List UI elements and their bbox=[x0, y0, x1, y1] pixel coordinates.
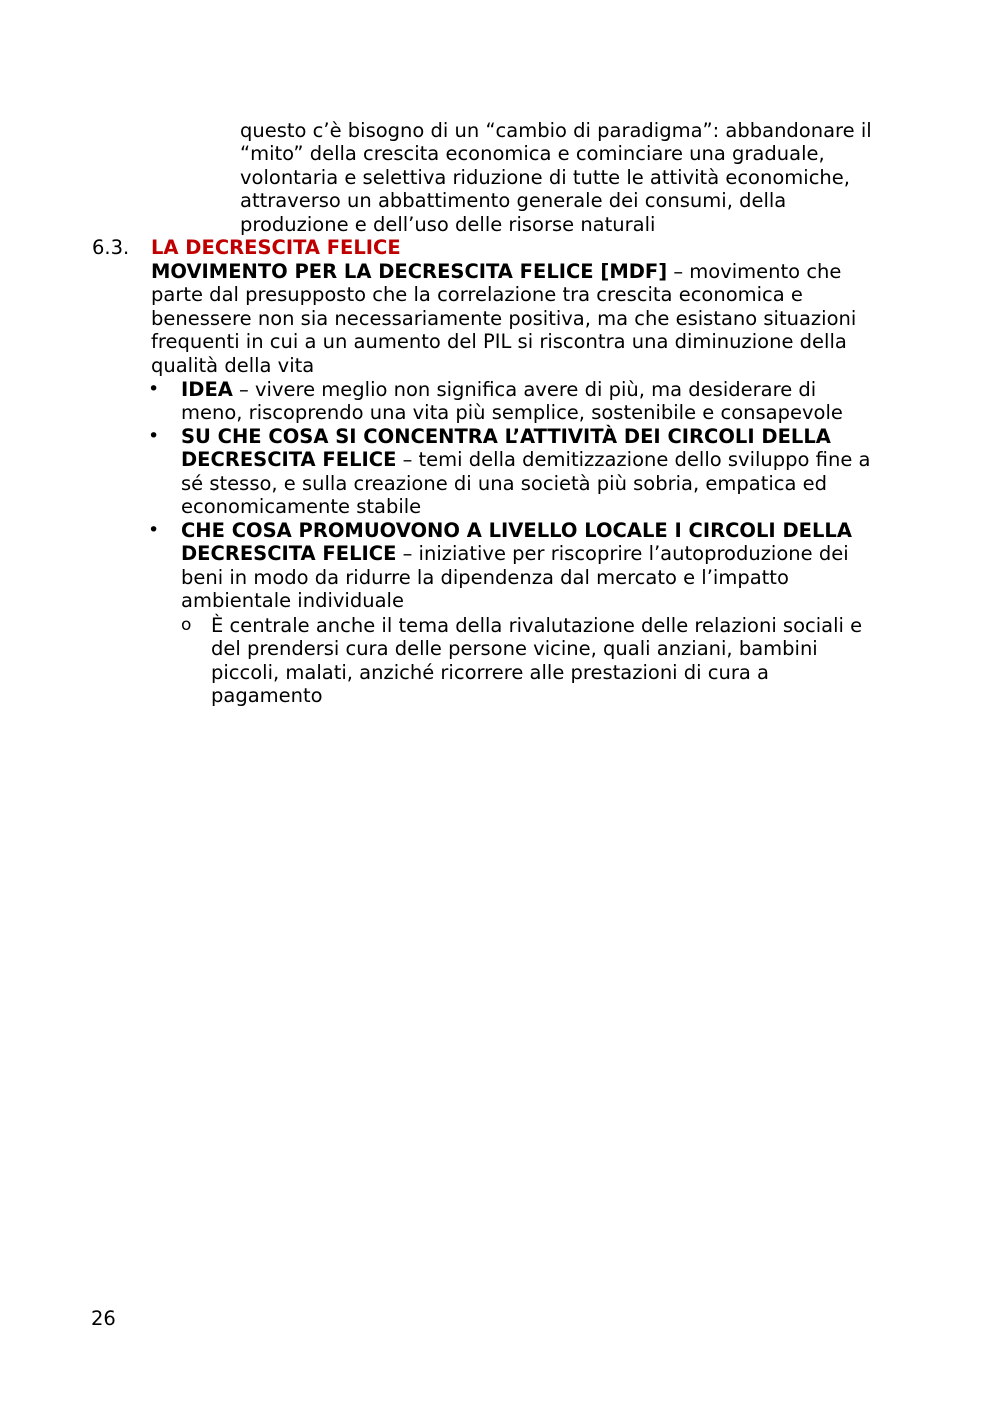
sub-bullet-line: piccoli, malati, anziché ricorrere alle prestazioni di cura a bbox=[211, 660, 769, 684]
bullet-text: – iniziative per riscoprire l’autoproduzione dei bbox=[396, 542, 849, 566]
bullet-term: IDEA bbox=[181, 378, 233, 401]
intro-line: questo c’è bisogno di un “cambio di paradigma”: abbandonare il bbox=[240, 119, 872, 142]
bullet-second-line bbox=[181, 448, 870, 471]
bullet-item-circoli-promuovono bbox=[181, 519, 852, 613]
bullet-icon: • bbox=[148, 519, 160, 541]
definition-line: frequenti in cui a un aumento del PIL si riscontra una diminuzione della bbox=[151, 330, 847, 354]
bullet-line: economicamente stabile bbox=[181, 495, 422, 519]
sub-bullet-line: È centrale anche il tema della rivalutazione delle relazioni sociali e bbox=[211, 614, 863, 637]
intro-line: attraverso un abbattimento generale dei consumi, della bbox=[240, 189, 787, 213]
definition-first-line bbox=[151, 260, 856, 283]
bullet-term: DECRESCITA FELICE bbox=[181, 448, 397, 472]
bullet-text: – temi della demitizzazione dello sviluppo fine a bbox=[396, 448, 871, 472]
bullet-item-idea bbox=[181, 378, 843, 425]
bullet-second-line bbox=[181, 542, 852, 565]
bullet-line: ambientale individuale bbox=[181, 589, 404, 613]
bullet-first-line bbox=[181, 378, 843, 401]
intro-line: “mito” della crescita economica e cominciare una graduale, bbox=[240, 142, 825, 166]
bullet-text: – vivere meglio non significa avere di più, ma desiderare di bbox=[232, 378, 817, 401]
bullet-line: beni in modo da ridurre la dipendenza dal mercato e l’impatto bbox=[181, 565, 789, 589]
definition-line: qualità della vita bbox=[151, 353, 315, 377]
bullet-icon: • bbox=[148, 378, 160, 400]
definition-text: – movimento che bbox=[667, 260, 842, 283]
definition-term: MOVIMENTO PER LA DECRESCITA FELICE [MDF] bbox=[151, 260, 668, 283]
section-title: LA DECRESCITA FELICE bbox=[151, 236, 401, 259]
bullet-line: meno, riscoprendo una vita più semplice, sostenibile e consapevole bbox=[181, 401, 843, 425]
intro-line: produzione e dell’uso delle risorse naturali bbox=[240, 212, 656, 236]
bullet-term: SU CHE COSA SI CONCENTRA L’ATTIVITÀ DEI CIRCOLI DELLA bbox=[181, 425, 831, 448]
definition-line: benessere non sia necessariamente positiva, ma che esistano situazioni bbox=[151, 306, 857, 330]
bullet-item-circoli-attivita bbox=[181, 425, 870, 519]
intro-paragraph bbox=[240, 119, 872, 236]
bullet-term: DECRESCITA FELICE bbox=[181, 542, 397, 566]
intro-line: volontaria e selettiva riduzione di tutte le attività economiche, bbox=[240, 165, 850, 189]
sub-bullet-icon: o bbox=[181, 615, 192, 635]
bullet-line: sé stesso, e sulla creazione di una società più sobria, empatica ed bbox=[181, 471, 828, 495]
sub-bullet-line: pagamento bbox=[211, 684, 323, 708]
bullet-icon: • bbox=[148, 425, 160, 447]
bullet-term: CHE COSA PROMUOVONO A LIVELLO LOCALE I CIRCOLI DELLA bbox=[181, 519, 852, 542]
definition-paragraph bbox=[151, 260, 856, 377]
sub-bullet-item bbox=[211, 614, 862, 708]
sub-bullet-line: del prendersi cura delle persone vicine, quali anziani, bambini bbox=[211, 637, 818, 661]
section-number: 6.3. bbox=[92, 236, 130, 259]
definition-line: parte dal presupposto che la correlazione tra crescita economica e bbox=[151, 283, 803, 307]
page-number: 26 bbox=[91, 1307, 116, 1330]
